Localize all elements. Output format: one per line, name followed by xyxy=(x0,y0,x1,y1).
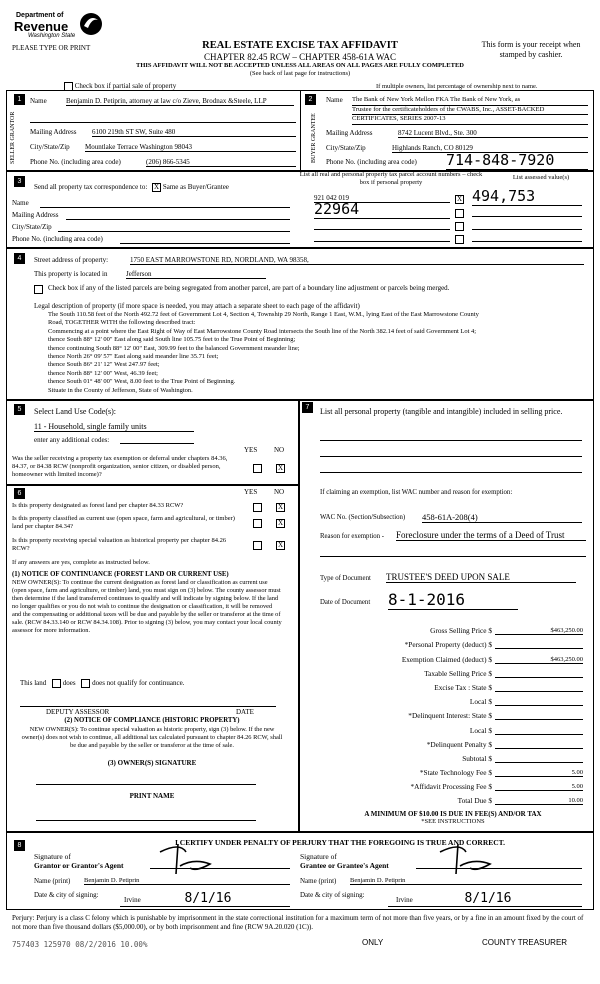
assessed-header: List assessed value(s) xyxy=(512,174,570,181)
logo-line-2: Revenue xyxy=(14,19,69,34)
tax-row-value[interactable] xyxy=(495,748,583,749)
legal-line: thence North 88° 12' 00" West, 46.39 feet; xyxy=(48,369,158,377)
logo-line-1: Department of xyxy=(16,12,64,19)
seller-side-label: SELLER GRANTOR xyxy=(10,111,16,165)
tax-row-label: *Affidavit Processing Fee $ xyxy=(410,782,492,792)
tax-row-label: Excise Tax : State $ xyxy=(434,682,492,692)
reason-value[interactable]: Foreclosure under the terms of a Deed of Trust xyxy=(396,530,586,541)
doc-type[interactable]: TRUSTEE'S DEED UPON SALE xyxy=(386,572,576,583)
tax-row xyxy=(320,635,586,649)
exemption-no-checkbox[interactable]: X xyxy=(277,464,284,472)
type-print: PLEASE TYPE OR PRINT xyxy=(12,44,91,52)
tax-row-value[interactable] xyxy=(495,691,583,692)
does-not-checkbox[interactable] xyxy=(81,679,90,688)
legal-line: Situate in the County of Jefferson, State of Washington. xyxy=(48,386,193,394)
doc-date[interactable]: 8-1-2016 xyxy=(388,590,518,610)
section-1-number: 1 xyxy=(14,94,25,105)
tax-row-value[interactable]: $463,250.00 xyxy=(495,656,583,664)
located-county[interactable]: Jefferson xyxy=(126,270,266,279)
land-use-select-label: Select Land Use Code(s): xyxy=(34,407,116,416)
grantor-signature xyxy=(150,838,220,876)
tax-row xyxy=(320,678,586,692)
this-land-label: This land xyxy=(20,679,47,688)
parcel-header: List all real and personal property tax parcel account numbers – check box if personal property xyxy=(299,171,483,186)
same-as-buyer-checkbox[interactable]: X xyxy=(154,183,160,191)
tax-row-label: Total Due $ xyxy=(457,796,492,806)
section-6-number: 6 xyxy=(14,488,25,499)
tax-row-label: *Personal Property (deduct) $ xyxy=(404,640,492,650)
does-checkbox[interactable] xyxy=(52,679,61,688)
assessed-1[interactable]: 494,753 xyxy=(472,187,582,206)
legal-line: thence South 88° 12' 00" East along said South line 105.75 feet to the True Point of Beginning; xyxy=(48,336,296,344)
swoosh-icon xyxy=(78,12,104,36)
additional-codes-label: enter any additional codes: xyxy=(34,436,110,444)
tax-row-label: Taxable Selling Price $ xyxy=(424,668,492,678)
buyer-side-label: BUYER GRANTEE xyxy=(311,113,317,163)
grantor-city: Irvine xyxy=(124,896,141,904)
wac-label: WAC No. (Section/Subsection) xyxy=(320,514,406,521)
forest-q2-no-checkbox[interactable]: X xyxy=(277,519,284,527)
segregated-label: Check box if any of the listed parcels are being segregated from another parcel, are part of a boundary line adjustment or parcels being merged. xyxy=(48,284,450,292)
tax-row-value[interactable]: $463,250.00 xyxy=(495,627,583,635)
tax-row xyxy=(320,777,586,791)
logo-line-3: Washington State xyxy=(28,33,76,39)
legal-line: thence North 26° 09' 57" East along said meander line 35.71 feet; xyxy=(48,353,219,361)
notice2-title: (2) NOTICE OF COMPLIANCE (HISTORIC PROPERTY) xyxy=(64,717,240,724)
tax-row xyxy=(320,735,586,749)
tax-row-value[interactable] xyxy=(495,734,583,735)
grantee-name-label: Name (print) xyxy=(300,877,337,885)
tax-row-label: Subtotal $ xyxy=(462,753,492,763)
tax-row-value[interactable]: 5.00 xyxy=(495,769,583,777)
seller-name-label: Name xyxy=(30,97,47,105)
tax-row-label: Local $ xyxy=(469,725,492,735)
corr-city-label: City/State/Zip xyxy=(12,223,52,231)
buyer-name-line-1: The Bank of New York Mellon FKA The Bank of New York, as xyxy=(352,96,588,106)
does-label: does xyxy=(62,679,76,688)
legal-label: Legal description of property (if more space is needed, you may attach a separate sheet to each page of the affidavit) xyxy=(34,302,360,310)
parcel-2-personal-checkbox[interactable] xyxy=(455,209,464,218)
grantee-signature-label xyxy=(300,852,389,870)
forest-q1-no-checkbox[interactable]: X xyxy=(277,503,284,511)
seller-mailing-label: Mailing Address xyxy=(30,128,77,136)
section-4-number: 4 xyxy=(14,253,25,264)
tax-row xyxy=(320,791,586,805)
forest-q2-yes-checkbox[interactable] xyxy=(253,519,262,528)
tax-row-value[interactable]: 10.00 xyxy=(495,797,583,805)
parcel-1[interactable]: 921 042 019 xyxy=(314,194,450,203)
grantor-signature-label xyxy=(34,852,124,870)
segregated-checkbox[interactable] xyxy=(34,285,43,294)
form-title: REAL ESTATE EXCISE TAX AFFIDAVIT xyxy=(202,40,398,51)
corr-mailing-label: Mailing Address xyxy=(12,211,59,219)
buyer-mailing-label: Mailing Address xyxy=(326,129,373,137)
tax-row-value[interactable] xyxy=(495,705,583,706)
buyer-phone-label: Phone No. (including area code) xyxy=(326,158,417,166)
buyer-name-line-3: CERTIFICATES, SERIES 2007-13 xyxy=(352,115,588,125)
street-label: Street address of property: xyxy=(34,256,109,264)
minimum-due: A MINIMUM OF $10.00 IS DUE IN FEE(S) AND/OR TAX xyxy=(364,810,542,818)
seller-city[interactable]: Mountlake Terrace Washington 98043 xyxy=(85,143,296,152)
multiple-owners-note: If multiple owners, list percentage of ownership next to name. xyxy=(376,83,538,90)
corr-phone-label: Phone No. (including area code) xyxy=(12,235,103,243)
receipt-stamp: 757403 125970 08/2/2016 10.00% xyxy=(12,940,148,949)
grantee-city: Irvine xyxy=(396,896,413,904)
grantor-date: 8/1/16 xyxy=(184,891,232,906)
street-address[interactable]: 1750 EAST MARROWSTONE RD, NORDLAND, WA 98358, xyxy=(130,256,584,265)
exemption-question: Was the seller receiving a property tax exemption or deferral under chapters 84.36, 84.37, or 84.38 RCW (nonprofit organization, senior citizen, or disabled person, homeowner with limited income)? xyxy=(12,455,228,478)
legal-line: thence continuing South 88° 12' 00" East, 309.99 feet to the balanced Government meander line; xyxy=(48,344,300,352)
section-2-number: 2 xyxy=(305,94,316,105)
legal-line: Commencing at a point where the East Right of Way of East Marrowstone County Road intersects the South line of the North 382.14 feet of said Government Lot 4; xyxy=(48,327,477,335)
partial-sale-label: Check box if partial sale of property xyxy=(74,82,177,91)
section-8-number: 8 xyxy=(14,840,25,851)
forest-q3-no-checkbox[interactable]: X xyxy=(277,541,284,549)
send-correspondence-row xyxy=(34,183,229,192)
forest-q3-yes-checkbox[interactable] xyxy=(253,541,262,550)
buyer-name-label: Name xyxy=(326,96,343,104)
grantor-sig-line-2: Grantor or Grantor's Agent xyxy=(34,861,124,870)
forest-q3: Is this property receiving special valuation as historical property per chapter 84.26 RCW? xyxy=(12,537,227,552)
same-as-buyer-label: Same as Buyer/Grantee xyxy=(162,183,229,192)
land-use-code[interactable]: 11 - Household, single family units xyxy=(34,422,194,432)
buyer-phone[interactable]: 714-848-7920 xyxy=(446,151,588,170)
forest-q1-yes-checkbox[interactable] xyxy=(253,503,262,512)
seller-city-label: City/State/Zip xyxy=(30,143,70,151)
see-instructions: *SEE INSTRUCTIONS xyxy=(421,818,485,825)
section-5-number: 5 xyxy=(14,404,25,415)
tax-row-label: *State Technology Fee $ xyxy=(419,768,492,778)
parcel-3-personal-checkbox[interactable] xyxy=(455,222,464,231)
grantee-signature xyxy=(430,838,500,876)
reason-label: Reason for exemption - xyxy=(320,533,384,540)
grantor-date-label: Date & city of signing: xyxy=(34,891,99,899)
deputy-date-label: DATE xyxy=(236,708,254,716)
seller-phone[interactable]: (206) 866-5345 xyxy=(146,158,296,167)
tax-row xyxy=(320,692,586,706)
exemption-yes-checkbox[interactable] xyxy=(253,464,262,473)
certify-statement: I CERTIFY UNDER PENALTY OF PERJURY THAT THE FOREGOING IS TRUE AND CORRECT. xyxy=(174,838,505,847)
tax-row xyxy=(320,664,586,678)
tax-row-value[interactable] xyxy=(495,762,583,763)
grantee-sig-line-2: Grantee or Grantee's Agent xyxy=(300,861,389,870)
land-use-yes-header: YES xyxy=(244,446,258,454)
legal-line: thence South 01° 48' 00" West, 8.00 feet to the True Point of Beginning. xyxy=(48,378,236,386)
tax-row xyxy=(320,706,586,720)
form-chapter: CHAPTER 82.45 RCW – CHAPTER 458-61A WAC xyxy=(204,52,396,62)
forest-yes-header: YES xyxy=(244,488,258,496)
tax-row-value[interactable] xyxy=(495,648,583,649)
grantor-sig-line-1: Signature of xyxy=(34,852,71,861)
tax-row-value[interactable] xyxy=(495,719,583,720)
wac-number[interactable]: 458-61A-208(4) xyxy=(422,512,582,523)
tax-row xyxy=(320,763,586,777)
form-warning: THIS AFFIDAVIT WILL NOT BE ACCEPTED UNLESS ALL AREAS ON ALL PAGES ARE FULLY COMPLETED xyxy=(136,62,464,69)
section-7-number: 7 xyxy=(302,402,313,413)
legal-line: The South 110.58 feet of the North 492.72 feet of Government Lot 4, Section 4, Township 29 North, Range 1 East, W.M., lying East of the East Marrowstone County xyxy=(48,311,479,318)
legal-line: thence South 86° 21' 12" West 247.97 feet; xyxy=(48,361,160,369)
receipt-note: This form is your receipt when stamped by cashier. xyxy=(481,40,581,59)
legal-description xyxy=(48,311,588,395)
land-use-no-header: NO xyxy=(274,446,285,454)
grantor-name-label: Name (print) xyxy=(34,877,71,885)
owner-signature-label: (3) OWNER(S) SIGNATURE xyxy=(107,759,197,767)
notice1-title: (1) NOTICE OF CONTINUANCE (FOREST LAND OR CURRENT USE) xyxy=(12,571,229,578)
tax-row-label: Gross Selling Price $ xyxy=(430,626,492,636)
parcel-2[interactable]: 22964 xyxy=(314,200,450,219)
claim-exemption-label: If claiming an exemption, list WAC number and reason for exemption: xyxy=(320,489,513,496)
tax-row xyxy=(320,649,586,663)
tax-table xyxy=(320,621,586,805)
deputy-assessor-label: DEPUTY ASSESSOR xyxy=(46,708,110,716)
forest-q2: Is this property classified as current use (open space, farm and agricultural, or timber) land per chapter 84.34? xyxy=(12,515,235,530)
corr-name-label: Name xyxy=(12,199,29,207)
notice1-text: NEW OWNER(S): To continue the current designation as forest land or classification as current use (open space, farm and agriculture, or timber) land, you must sign on (3) below. The county assessor must then determine if the land transferred continues to qualify and will indicate by signing below. If the land no longer qualifies or you do not wish to continue the designation or classification, it will be removed and the compensating or additional taxes will be due and payable by the seller or transferor at the time of sale. (RCW 84.33.140 or RCW 84.34.108). Prior to signing (3) below, you may contact your local county assessor for more information. xyxy=(12,579,282,634)
forest-if-yes: If any answers are yes, complete as instructed below. xyxy=(12,559,150,566)
tax-row-value[interactable] xyxy=(495,677,583,678)
buyer-city[interactable]: Highlands Ranch, CO 80129 xyxy=(392,144,588,153)
notice2-text: NEW OWNER(S): To continue special valuation as historic property, sign (3) below. If the new owner(s) does not wish to continue, all additional tax calculated pursuant to chapter 84.26 RCW, shall be due and payable by the seller or transferor at the time of sale. xyxy=(21,726,283,749)
grantee-name[interactable]: Benjamin D. Petiprin xyxy=(350,877,582,885)
tax-row xyxy=(320,621,586,635)
send-correspondence-label: Send all property tax correspondence to: xyxy=(34,183,148,192)
grantor-date-city[interactable] xyxy=(120,891,290,907)
tax-row-label: *Delinquent Penalty $ xyxy=(426,739,492,749)
seller-name[interactable]: Benjamin D. Petiprin, attorney at law c/o Zieve, Brodnax &Steele, LLP xyxy=(66,97,294,106)
county-treasurer-label: COUNTY TREASURER xyxy=(482,938,568,947)
section-3-number: 3 xyxy=(14,176,25,187)
perjury-notice: Perjury: Perjury is a class C felony which is punishable by imprisonment in the state correctional institution for a maximum term of not more than five years, or by a fine in an amount fixed by the court of not more than five thousand dollars ($5,000.00), or by both imprisonment and fine (RCW 9A.20.020 (1C)). xyxy=(12,914,584,931)
doc-type-label: Type of Document xyxy=(320,575,371,582)
grantee-date-city[interactable] xyxy=(388,891,582,907)
parcel-4-personal-checkbox[interactable] xyxy=(455,235,464,244)
forest-no-header: NO xyxy=(274,488,285,496)
tax-row-value[interactable]: 5.00 xyxy=(495,783,583,791)
buyer-name[interactable] xyxy=(352,96,588,125)
tax-row xyxy=(320,749,586,763)
tax-row-label: *Delinquent Interest: State $ xyxy=(408,711,492,721)
seller-phone-label: Phone No. (including area code) xyxy=(30,158,121,166)
buyer-city-label: City/State/Zip xyxy=(326,144,366,152)
see-back: (See back of last page for instructions) xyxy=(249,70,351,77)
print-name-label: PRINT NAME xyxy=(129,792,175,800)
tax-row-label: Local $ xyxy=(469,697,492,707)
buyer-mailing[interactable]: 8742 Lucent Blvd., Ste. 300 xyxy=(398,129,588,138)
forest-q1: Is this property designated as forest land per chapter 84.33 RCW? xyxy=(12,502,184,509)
legal-line: Road, TOGETHER WITH the following described tract: xyxy=(48,319,196,327)
does-not-label: does not qualify for continuance. xyxy=(92,679,185,688)
grantor-name[interactable]: Benjamin D. Petiprin xyxy=(84,877,290,885)
grantee-sig-line-1: Signature of xyxy=(300,852,337,861)
tax-row-label: Exemption Claimed (deduct) $ xyxy=(401,654,492,664)
personal-property-label: List all personal property (tangible and intangible) included in selling price. xyxy=(320,407,563,416)
tax-row xyxy=(320,720,586,734)
seller-mailing[interactable]: 6100 219th ST SW, Suite 480 xyxy=(92,128,296,137)
buyer-name-line-2: Trustee for the certificateholders of the CWABS, Inc., ASSET-BACKED xyxy=(352,106,588,116)
located-label: This property is located in xyxy=(34,270,108,278)
grantee-date: 8/1/16 xyxy=(464,891,512,906)
this-land-row xyxy=(20,679,184,688)
doc-date-label: Date of Document xyxy=(320,599,371,606)
grantee-date-label: Date & city of signing: xyxy=(300,891,365,899)
parcel-1-personal-checkbox[interactable]: X xyxy=(456,195,463,203)
only-label: ONLY xyxy=(362,938,384,947)
